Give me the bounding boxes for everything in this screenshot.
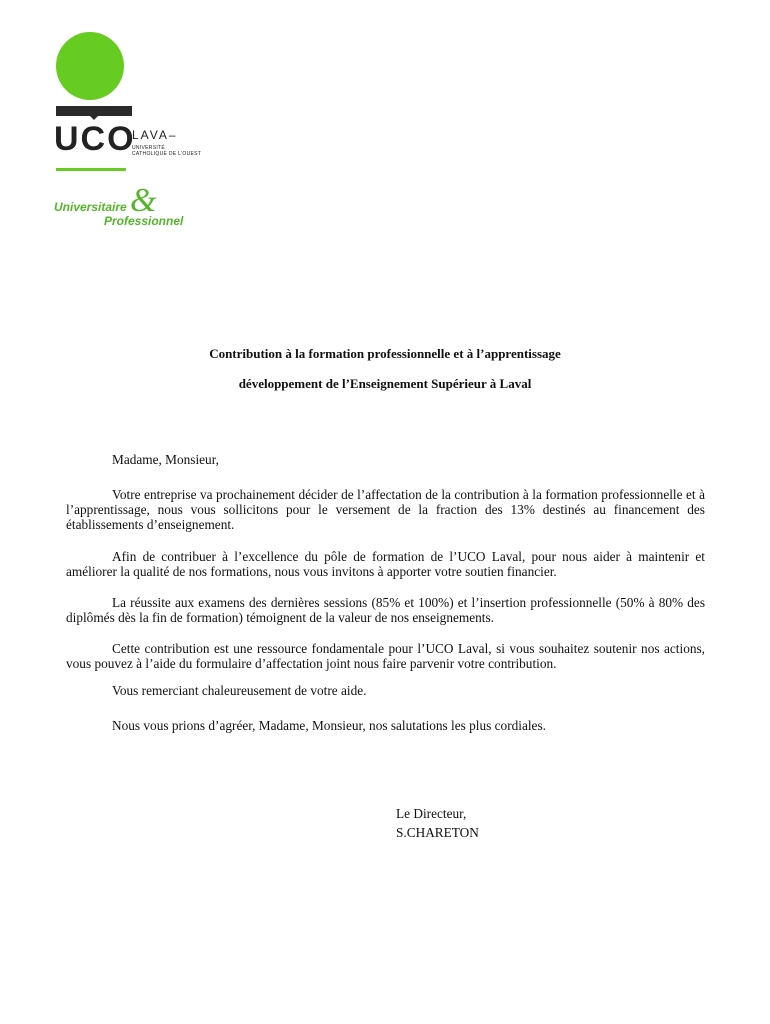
letter-paragraph-6 — [66, 718, 705, 733]
paragraph-text: Cette contribution est une ressource fondamentale pour l’UCO Laval, si vous souhaitez soutenir nos actions, vous pouvez à l’aide du formulaire d’affectation joint nous faire parvenir votre contribution. — [66, 641, 705, 671]
tagline-ampersand: & — [130, 182, 157, 219]
document-subtitle: développement de l’Enseignement Supérieur à Laval — [238, 376, 532, 391]
logo-university-line1: UNIVERSITÉ — [132, 145, 166, 151]
letter-greeting — [66, 452, 705, 467]
signature-role: Le Directeur, — [396, 806, 467, 821]
letter-paragraph-4 — [66, 641, 705, 671]
letter-paragraph-5 — [66, 683, 705, 698]
uco-laval-logo — [52, 28, 252, 238]
paragraph-text: Vous remerciant chaleureusement de votre aide. — [112, 683, 367, 698]
open-book-icon — [56, 106, 132, 120]
green-circle-icon — [56, 32, 124, 100]
letter-paragraph-3 — [66, 595, 705, 625]
logo-underline — [56, 168, 126, 171]
paragraph-text: Votre entreprise va prochainement décider de l’affectation de la contribution à la formation professionnelle et à l’apprentissage, nous vous sollicitons pour le versement de la fraction des 13% destinés au financement des établissements d’enseignement. — [66, 487, 705, 532]
paragraph-text: La réussite aux examens des dernières sessions (85% et 100%) et l’insertion professionnelle (50% à 80% des diplômés dès la fin de formation) témoignent de la valeur de nos enseignements. — [66, 595, 705, 625]
paragraph-text: Afin de contribuer à l’excellence du pôle de formation de l’UCO Laval, pour nous aider à maintenir et améliorer la qualité de nos formations, nous vous invitons à apporter votre soutien financier. — [66, 549, 705, 579]
letter-paragraph-2 — [66, 549, 705, 579]
paragraph-text: Nous vous prions d’agréer, Madame, Monsieur, nos salutations les plus cordiales. — [112, 718, 546, 733]
tagline-professionnel: Professionnel — [104, 214, 184, 228]
greeting-text: Madame, Monsieur, — [112, 452, 219, 467]
logo-campus: LAVA– — [132, 128, 178, 142]
tagline-universitaire: Universitaire — [54, 200, 127, 214]
logo-brand: UCO — [54, 120, 136, 158]
document-title: Contribution à la formation professionnelle et à l’apprentissage — [209, 346, 561, 361]
logo-university-line2: CATHOLIQUE DE L'OUEST — [132, 151, 202, 157]
signature-name: S.CHARETON — [396, 825, 479, 840]
letter-paragraph-1 — [66, 487, 705, 532]
